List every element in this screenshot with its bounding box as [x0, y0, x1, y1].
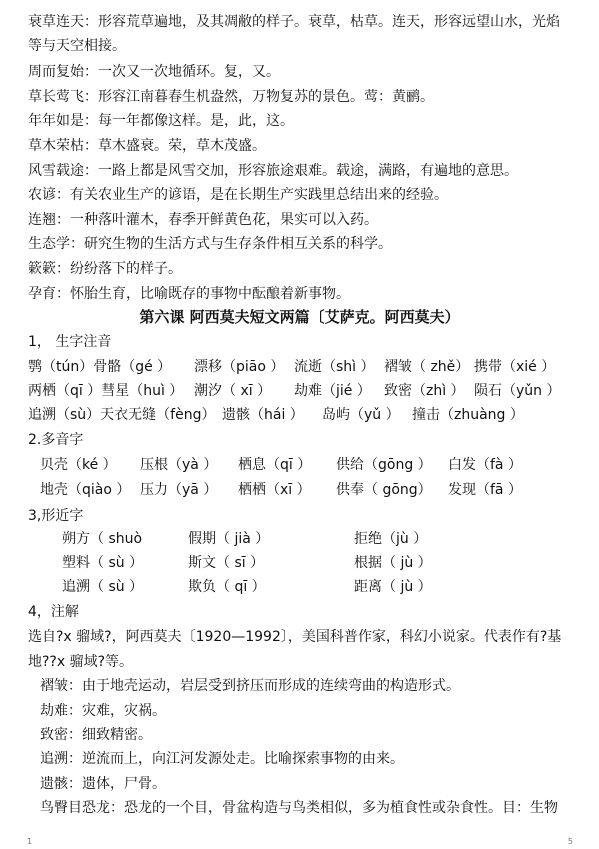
similar-char-entry: 拒绝（jù ）: [354, 531, 428, 547]
pinyin-entry: 褶皱（ zhě）: [384, 359, 470, 375]
pinyin-entry: 携带（xié ）: [474, 359, 556, 375]
definition-line: 周而复始：一次又一次地循环。复，又。: [28, 64, 280, 80]
definition-line: 年年如是：每一年都像这样。是，此，这。: [28, 113, 294, 129]
definition-line: 等与天空相接。: [28, 38, 126, 54]
pinyin-entry: 鹗（tún）骨骼（gé ）: [28, 359, 172, 375]
polyphone-entry: 栖栖（xī ）: [238, 482, 311, 498]
polyphone-entry: 发现（fā ）: [448, 482, 522, 498]
section-heading: 4，注解: [28, 604, 79, 620]
definition-line: 农谚：有关农业生产的谚语，是在长期生产实践里总结出来的经验。: [28, 187, 448, 203]
polyphone-entry: 供给（gōng ）: [336, 457, 432, 473]
footer-left-page-number: 1: [27, 837, 33, 846]
pinyin-entry: 两栖（qī ）彗星（huì ）: [28, 383, 184, 399]
annotation-item: 致密：细致精密。: [40, 727, 152, 743]
annotation-item: 劫难：灾难，灾祸。: [40, 703, 166, 719]
annotation-item: 追溯：逆流而上，向江河发源处走。比喻探索事物的由来。: [40, 751, 404, 767]
definition-line: 孕育：怀胎生育，比喻既存的事物中酝酿着新事物。: [28, 286, 350, 302]
annotation-item: 鸟臀目恐龙：恐龙的一个目，骨盆构造与鸟类相似，多为植食性或杂食性。目：生物: [40, 800, 558, 816]
similar-char-entry: 欺负（ qī ）: [188, 579, 266, 595]
definition-line: 衰草连天：形容荒草遍地，及其凋敝的样子。衰草，枯草。连天，形容远望山水，光焰: [28, 14, 560, 30]
pinyin-entry: 追溯（sù）天衣无缝（fèng）: [28, 407, 216, 423]
pinyin-entry: 撞击（zhuàng ）: [412, 407, 524, 423]
polyphone-entry: 贝壳（ké ）: [40, 457, 117, 473]
definition-line: 连翘：一种落叶灌木，春季开鲜黄色花，果实可以入药。: [28, 212, 378, 228]
similar-char-entry: 距离（ jù ）: [354, 579, 432, 595]
polyphone-entry: 压根（yà ）: [140, 457, 218, 473]
pinyin-entry: 流逝（shì ）: [294, 359, 375, 375]
pinyin-entry: 漂移（piāo ）: [194, 359, 285, 375]
lesson-title: 第六课 阿西莫夫短文两篇〔艾萨克。阿西莫夫）: [139, 308, 460, 326]
polyphone-entry: 白发（fà ）: [448, 457, 522, 473]
definition-line: 草木荣枯：草木盛衰。荣，草木茂盛。: [28, 138, 266, 154]
annotation-intro: 选自?x 骝域?，阿西莫夫〔1920—1992〕，美国科普作家，科幻小说家。代表作有?基: [28, 629, 562, 645]
pinyin-entry: 陨石（yǔn ）: [474, 383, 561, 399]
polyphone-entry: 地壳（qiào ）: [40, 482, 131, 498]
definition-line: 生态学：研究生物的生活方式与生存条件相互关系的科学。: [28, 236, 392, 252]
similar-char-entry: 根据（ jù ）: [354, 555, 432, 571]
similar-char-entry: 朔方（ shuò: [62, 531, 143, 547]
annotation-intro: 地??x 骝域?等。: [28, 654, 134, 670]
annotation-item: 遗骸：遗体，尸骨。: [40, 776, 166, 792]
definition-line: 风雪载途：一路上都是风雪交加，形容旅途艰难。载途，满路，有遍地的意思。: [28, 163, 518, 179]
polyphone-entry: 压力（yā ）: [140, 482, 218, 498]
definition-line: 簌簌：纷纷落下的样子。: [28, 261, 182, 277]
annotation-item: 褶皱：由于地壳运动，岩层受到挤压而形成的连续弯曲的构造形式。: [40, 678, 460, 694]
definition-line: 草长莺飞：形容江南暮春生机盎然，万物复苏的景色。莺：黄鹂。: [28, 89, 434, 105]
pinyin-entry: 遗骸（hái ）: [222, 407, 304, 423]
polyphone-entry: 供奉（ gōng）: [336, 482, 432, 498]
polyphone-entry: 栖息（qī ）: [238, 457, 312, 473]
similar-char-entry: 追溯（ sù ）: [62, 579, 144, 595]
section-heading: 3,形近字: [28, 508, 84, 524]
pinyin-entry: 致密（zhì ）: [384, 383, 465, 399]
section-heading: 1， 生字注音: [28, 334, 112, 350]
pinyin-entry: 劫难（jié ）: [294, 383, 371, 399]
pinyin-entry: 潮汐（ xī ）: [194, 383, 272, 399]
footer-right-page-number: 5: [567, 837, 573, 846]
similar-char-entry: 斯文（ sī ）: [188, 555, 265, 571]
similar-char-entry: 塑料（ sù ）: [62, 555, 144, 571]
section-heading: 2.多音字: [28, 432, 84, 448]
pinyin-entry: 岛屿（yǔ ）: [322, 407, 400, 423]
similar-char-entry: 假期（ jià ）: [188, 531, 270, 547]
